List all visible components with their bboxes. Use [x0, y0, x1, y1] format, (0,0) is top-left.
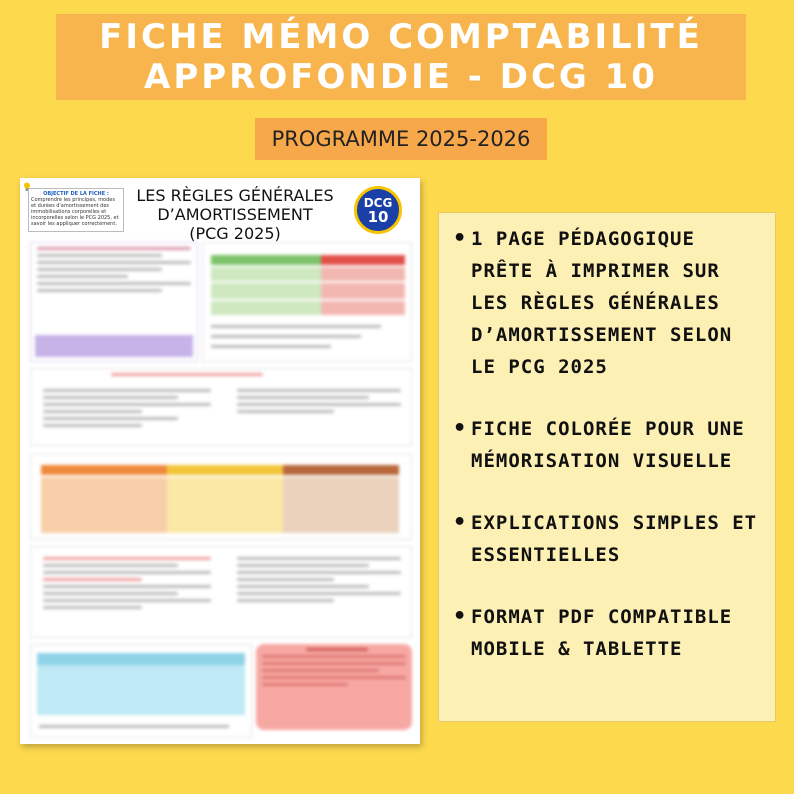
title-banner — [56, 14, 746, 100]
warning-box — [256, 644, 412, 730]
title-line-2: APPROFONDIE - DCG 10 — [144, 57, 658, 97]
document-title-line-3: (PCG 2025) — [189, 224, 281, 243]
feature-text: FORMAT PDF COMPATIBLE MOBILE & TABLETTE — [471, 606, 733, 660]
example-table-section — [30, 644, 252, 738]
logo-line-1: DCG — [363, 196, 393, 210]
features-panel — [438, 212, 776, 722]
bullet-icon: • — [453, 416, 468, 441]
assets-table-section — [202, 242, 412, 362]
bullet-icon: • — [453, 510, 468, 535]
program-badge: PROGRAMME 2025-2026 — [255, 118, 547, 160]
feature-text: FICHE COLORÉE POUR UNE MÉMORISATION VISUELLE — [471, 418, 745, 472]
definition-section — [30, 242, 198, 362]
document-preview — [20, 178, 420, 744]
objective-box — [28, 188, 124, 232]
feature-item — [453, 413, 765, 477]
logo-line-2: 10 — [367, 208, 389, 226]
document-title-line-2: D’AMORTISSEMENT — [157, 205, 313, 224]
title-line-1: FICHE MÉMO COMPTABILITÉ — [99, 17, 703, 57]
feature-text: EXPLICATIONS SIMPLES ET ESSENTIELLES — [471, 512, 758, 566]
dcg-logo — [354, 186, 402, 234]
feature-text: 1 PAGE PÉDAGOGIQUE PRÊTE À IMPRIMER SUR LES RÈGLES GÉNÉRALES D’AMORTISSEMENT SELON LE PCG 2025 — [471, 228, 733, 378]
bullet-icon: • — [453, 226, 468, 251]
document-title — [125, 186, 345, 243]
objective-text: Comprendre les principes, modes et durées d'amortissement des immobilisations corporelles et incorporelles selon le PCG 2025, et savoir les appliquer correctement. — [31, 197, 119, 227]
feature-item — [453, 601, 765, 665]
methods-section — [30, 546, 412, 638]
bullet-icon: • — [453, 604, 468, 629]
base-section — [30, 368, 412, 446]
document-title-line-1: LES RÈGLES GÉNÉRALES — [136, 186, 334, 205]
feature-item — [453, 223, 765, 383]
objective-title: OBJECTIF DE LA FICHE : — [43, 191, 109, 197]
feature-item — [453, 507, 765, 571]
modes-section — [30, 454, 412, 540]
